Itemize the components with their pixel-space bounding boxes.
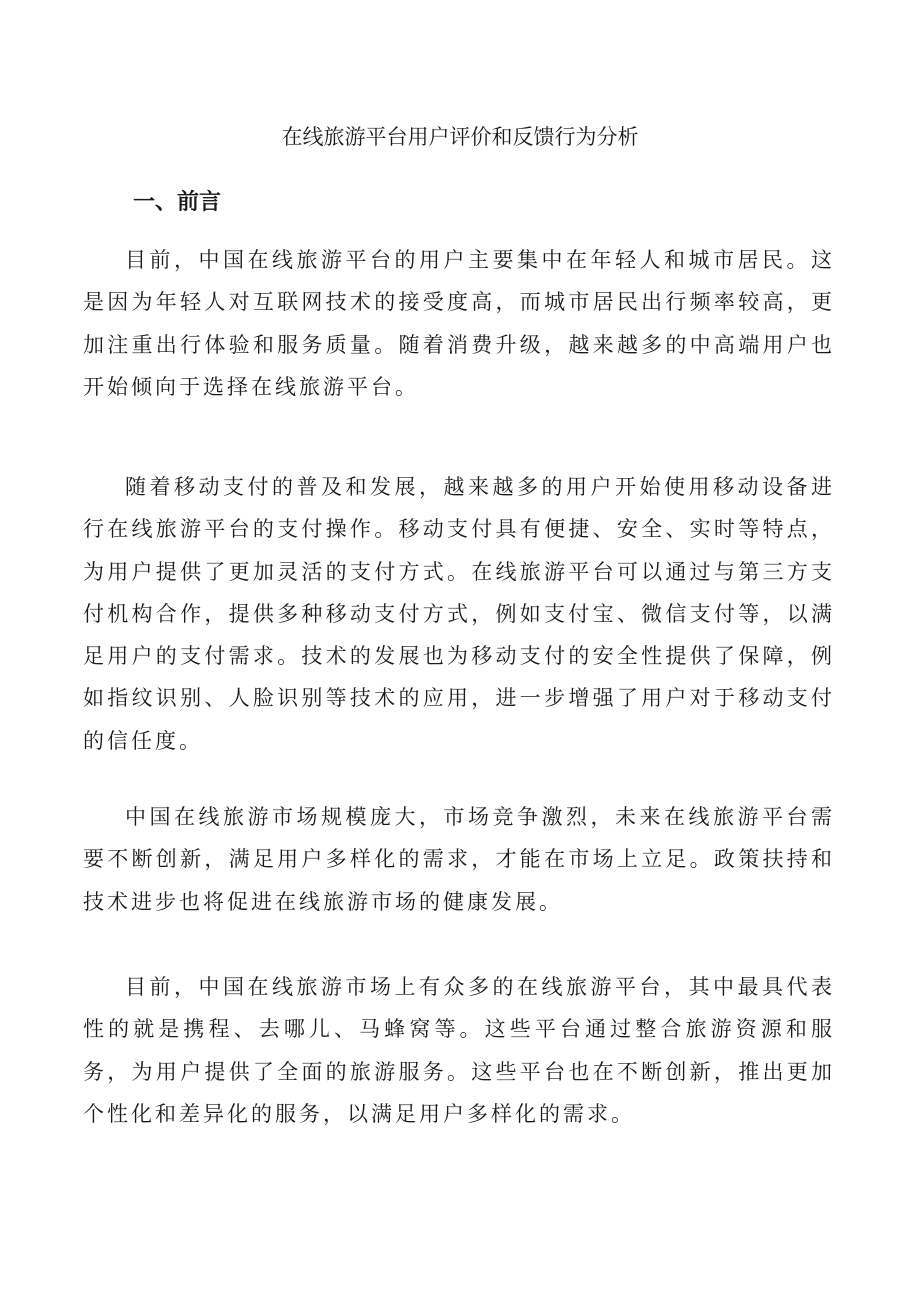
paragraph-user-demographics: 目前，中国在线旅游平台的用户主要集中在年轻人和城市居民。这是因为年轻人对互联网技术的接受度高，而城市居民出行频率较高，更加注重出行体验和服务质量。随着消费升级，越来越多的中高端用户也开始倾向于选择在线旅游平台。 [83, 248, 835, 399]
section-heading-preface: 一、前言 [133, 190, 222, 215]
document-title: 在线旅游平台用户评价和反馈行为分析 [281, 125, 639, 149]
paragraph-representative-platforms: 目前，中国在线旅游市场上有众多的在线旅游平台，其中最具代表性的就是携程、去哪儿、马蜂窝等。这些平台通过整合旅游资源和服务，为用户提供了全面的旅游服务。这些平台也在不断创新，推出更加个性化和差异化的服务，以满足用户多样化的需求。 [83, 975, 835, 1126]
paragraph-market-competition: 中国在线旅游市场规模庞大，市场竞争激烈，未来在线旅游平台需要不断创新，满足用户多样化的需求，才能在市场上立足。政策扶持和技术进步也将促进在线旅游市场的健康发展。 [83, 805, 835, 914]
paragraph-mobile-payment: 随着移动支付的普及和发展，越来越多的用户开始使用移动设备进行在线旅游平台的支付操作。移动支付具有便捷、安全、实时等特点，为用户提供了更加灵活的支付方式。在线旅游平台可以通过与第三方支付机构合作，提供多种移动支付方式，例如支付宝、微信支付等，以满足用户的支付需求。技术的发展也为移动支付的安全性提供了保障，例如指纹识别、人脸识别等技术的应用，进一步增强了用户对于移动支付的信任度。 [83, 475, 835, 753]
